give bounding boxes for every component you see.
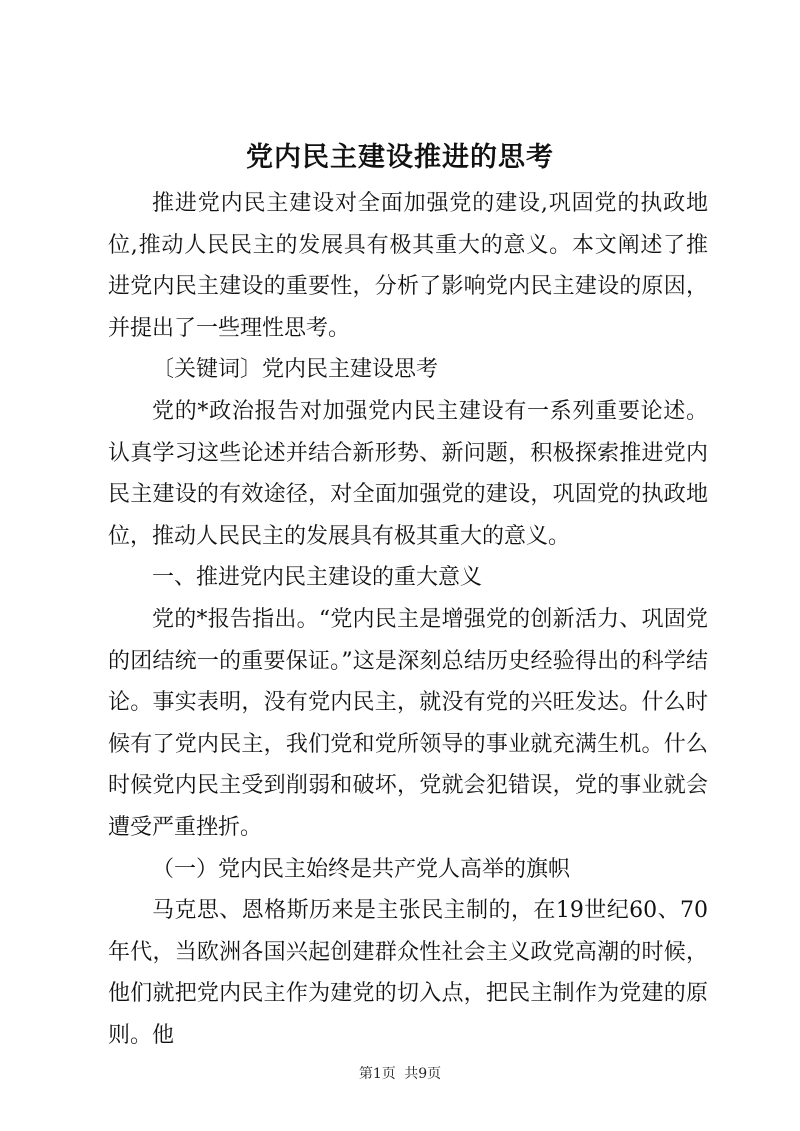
- paragraph-subsection-1: 马克思、恩格斯历来是主张民主制的，在19世纪60、70年代，当欧洲各国兴起创建群众性社会主义政党高潮的时候，他们就把党内民主作为建党的切入点，把民主制作为党建的原则。他: [108, 898, 708, 1048]
- section-heading-1: 一、推进党内民主建设的重大意义: [152, 565, 483, 591]
- paragraph-abstract: 推进党内民主建设对全面加强党的建设,巩固党的执政地位,推动人民民主的发展具有极其重大的意义。本文阐述了推进党内民主建设的重要性，分析了影响党内民主建设的原因，并提出了一些理性思考。: [108, 191, 708, 341]
- page-number: 第1页: [358, 1066, 396, 1082]
- document-title: 党内民主建设推进的思考: [246, 142, 554, 173]
- paragraph-keywords: 〔关键词〕党内民主建设思考: [152, 357, 439, 383]
- paragraph-section-1: 党的*报告指出。“党内民主是增强党的创新活力、巩固党的团结统一的重要保证。”这是深刻总结历史经验得出的科学结论。事实表明，没有党内民主，就没有党的兴旺发达。什么时候有了党内民主，我们党和党所领导的事业就充满生机。什么时候党内民主受到削弱和破坏，党就会犯错误，党的事业就会遭受严重挫折。: [108, 606, 708, 840]
- document-body: [108, 183, 708, 1056]
- page-total: 共9页: [404, 1066, 442, 1082]
- paragraph-intro: 党的*政治报告对加强党内民主建设有一系列重要论述。认真学习这些论述并结合新形势、新问题，积极探索推进党内民主建设的有效途径，对全面加强党的建设，巩固党的执政地位，推动人民民主的发展具有极其重大的意义。: [108, 398, 708, 549]
- page-footer: [0, 1064, 800, 1084]
- subsection-heading-1: （一）党内民主始终是共产党人高举的旗帜: [152, 856, 571, 882]
